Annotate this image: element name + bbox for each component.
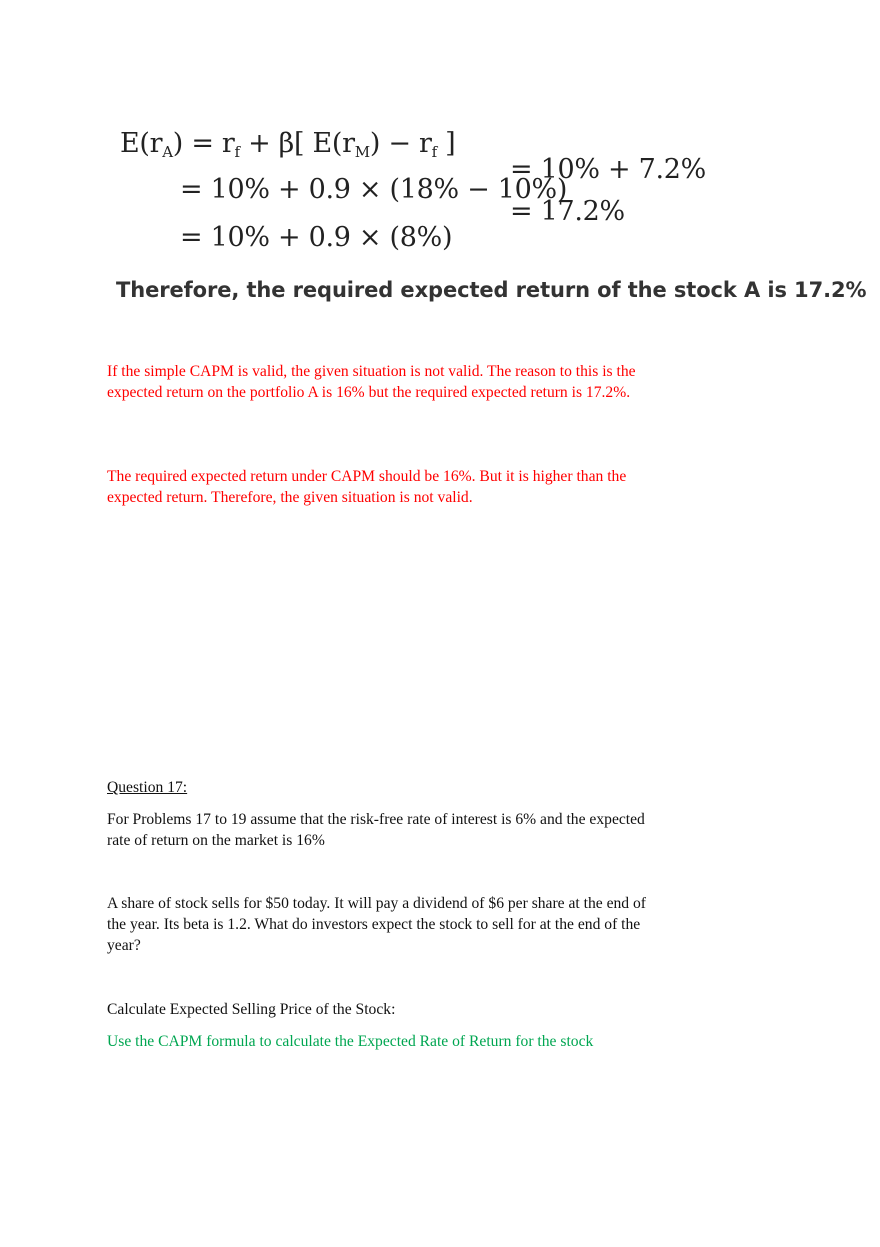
capm-validity-paragraph: If the simple CAPM is valid, the given situation is not valid. The reason to this is the expected return on the portfolio A is 16% but the required expected return is 17.2%. xyxy=(107,363,636,401)
conclusion-text: Therefore, the required expected return of the stock A is 17.2% xyxy=(116,278,867,302)
equation-result-2: = 17.2% xyxy=(510,196,625,227)
equation-line-2: = 10% + 0.9 × (18% − 10%) xyxy=(180,174,568,205)
instruction-paragraph: Use the CAPM formula to calculate the Expected Rate of Return for the stock xyxy=(107,1033,594,1050)
calc-heading: Calculate Expected Selling Price of the Stock: xyxy=(107,1001,396,1018)
assumption-paragraph: For Problems 17 to 19 assume that the risk-free rate of interest is 6% and the expected rate of return on the market is 16% xyxy=(107,811,645,849)
equation-line-3: = 10% + 0.9 × (8%) xyxy=(180,222,453,253)
problem-paragraph: A share of stock sells for $50 today. It will pay a dividend of $6 per share at the end of the year. Its beta is 1.2. What do investors expect the stock to sell for at the end of the year? xyxy=(107,895,646,954)
equation-line-1: $E(r_A) = r_f + \beta$[ $E(r_M) - r_f$ ] xyxy=(120,128,456,161)
required-return-paragraph: The required expected return under CAPM should be 16%. But it is higher than the expected return. Therefore, the given situation is not valid. xyxy=(107,468,627,506)
question-heading-text: Question 17: xyxy=(107,779,188,796)
equation-result-1: = 10% + 7.2% xyxy=(510,154,706,185)
question-heading xyxy=(107,777,647,798)
